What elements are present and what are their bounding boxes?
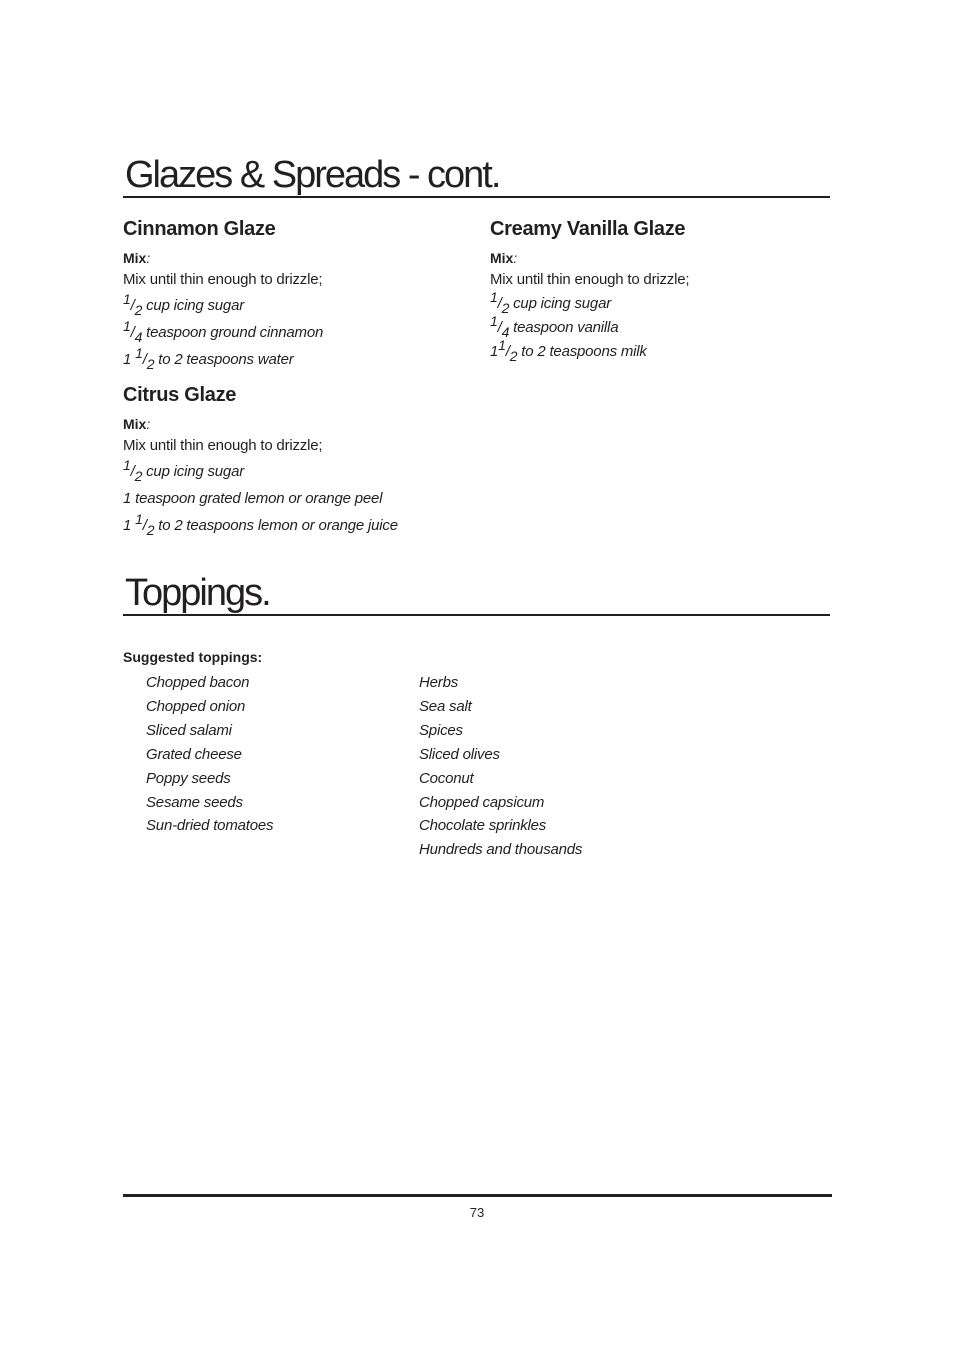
ingredient: $^1/_2$ cup icing sugar [490,289,612,316]
list-item: Chocolate sprinkles [419,817,547,835]
list-item: Chopped onion [146,697,246,715]
recipe-cinnamon-glaze [123,216,463,373]
recipe-title: Creamy Vanilla Glaze [490,218,686,240]
list-item: Spices [419,721,463,739]
list-item: Grated cheese [146,745,242,763]
list-item: Sliced olives [419,745,500,763]
suggested-toppings-label: Suggested toppings: [123,649,263,665]
ingredient: $^1/_2$ cup icing sugar [123,457,245,484]
ingredient: 1 $^1/_2$ to 2 teaspoons lemon or orange juice [123,511,398,538]
list-item: Herbs [419,674,459,691]
instruction: Mix until thin enough to drizzle; [123,271,323,288]
toppings-list-right [419,671,582,862]
ingredient: 1 teaspoon grated lemon or orange peel [123,490,383,507]
list-item: Sun-dried tomatoes [146,817,274,835]
list-item: Hundreds and thousands [419,841,583,859]
recipe-citrus-glaze [123,382,463,539]
recipe-creamy-vanilla-glaze [490,216,830,364]
page-number: 73 [469,1205,485,1220]
list-item: Sea salt [419,697,472,715]
recipe-title: Cinnamon Glaze [123,218,276,240]
list-item: Poppy seeds [146,769,231,787]
mix-label: Mix: [490,250,518,266]
ingredient: $^1/_4$ teaspoon ground cinnamon [123,318,324,345]
instruction: Mix until thin enough to drizzle; [490,271,690,288]
section-title-toppings: Toppings. [125,572,270,614]
ingredient: $^1/_2$ cup icing sugar [123,291,245,318]
list-item: Chopped bacon [146,674,250,691]
mix-label: Mix: [123,416,151,432]
ingredient: 1 $^1/_2$ to 2 teaspoons water [123,345,294,372]
instruction: Mix until thin enough to drizzle; [123,437,323,454]
recipe-title: Citrus Glaze [123,384,237,406]
section-title-glazes: Glazes & Spreads - cont. [125,154,500,196]
section-divider [123,614,830,616]
ingredient: $1^1/_2$ to 2 teaspoons milk [490,337,647,364]
list-item: Sliced salami [146,721,232,739]
ingredient: $^1/_4$ teaspoon vanilla [490,313,619,340]
list-item: Sesame seeds [146,793,243,811]
toppings-list-left [146,671,273,838]
footer-rule [123,1194,832,1197]
list-item: Coconut [419,769,474,787]
list-item: Chopped capsicum [419,793,545,811]
mix-label: Mix: [123,250,151,266]
section-divider [123,196,830,198]
